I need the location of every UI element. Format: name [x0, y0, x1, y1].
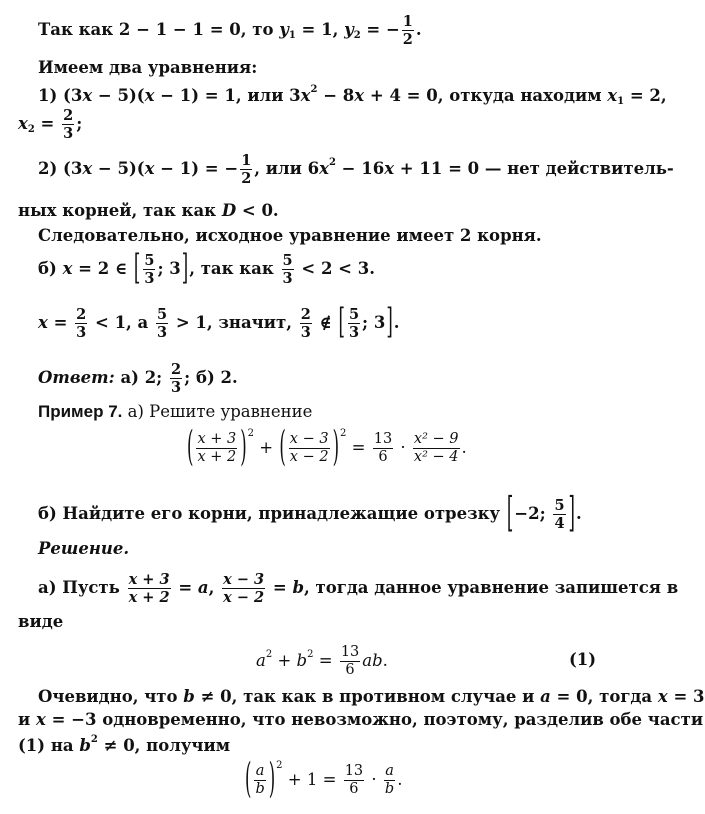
- text: − 8: [317, 86, 355, 105]
- fraction: $\frac{5}{4}$: [554, 497, 565, 533]
- example-heading: [38, 403, 312, 421]
- text: ,: [208, 578, 221, 598]
- fraction: $\frac{a}{b}$: [255, 763, 265, 798]
- line-8: [38, 248, 375, 289]
- left-paren: (: [245, 755, 252, 803]
- fraction: $\frac{5}{3}$: [282, 252, 293, 288]
- line-6: [18, 203, 279, 220]
- fraction: $\frac{13}{6}$: [373, 431, 393, 466]
- line-9: [38, 302, 400, 343]
- text: =: [313, 651, 338, 671]
- exponent: 2: [276, 760, 283, 772]
- fraction: $\frac{13}{6}$: [344, 763, 364, 798]
- var-d: D: [221, 201, 237, 220]
- text: ·: [366, 770, 382, 790]
- text: + 1 =: [282, 770, 342, 790]
- text: а) 2;: [114, 368, 169, 388]
- var-x: x: [62, 259, 73, 279]
- text: = −: [360, 20, 400, 40]
- text: ;: [76, 114, 83, 134]
- text: а) Пусть: [38, 578, 126, 598]
- fraction: $\frac{5}{3}$: [348, 306, 360, 342]
- var-x: x: [657, 687, 668, 706]
- var-b: b: [296, 651, 308, 671]
- text: ≠ 0, получим: [97, 736, 231, 755]
- equation-final: [244, 755, 403, 803]
- var-x: x: [144, 159, 155, 179]
- text: Имеем два уравнения:: [38, 58, 258, 77]
- text: = 0, тогда: [550, 687, 658, 706]
- answer-line: [38, 362, 238, 395]
- right-bracket: ]: [386, 302, 393, 343]
- text: , или 6: [254, 159, 320, 179]
- text: +: [272, 651, 297, 671]
- text: .: [575, 504, 582, 524]
- text: =: [34, 114, 61, 134]
- equation-1: [256, 645, 388, 678]
- line-15: [38, 572, 678, 605]
- text: .: [415, 20, 422, 40]
- fraction: $\frac{a}{b}$: [384, 763, 395, 798]
- line-20: [18, 735, 230, 755]
- text: =: [267, 578, 293, 598]
- text: ·: [395, 438, 411, 458]
- text: − 1) = −: [154, 159, 239, 179]
- text: .: [461, 438, 467, 458]
- text: + 11 = 0 — нет действитель-: [394, 159, 674, 179]
- line-19: [18, 712, 703, 729]
- var-x: x: [300, 86, 311, 105]
- text: Следовательно, исходное уравнение имеет 2 корня.: [38, 226, 542, 245]
- text: =: [47, 313, 74, 333]
- left-bracket: [: [506, 489, 514, 537]
- text: < 2 < 3.: [295, 259, 375, 279]
- var-ab: ab: [362, 651, 383, 671]
- line-16: [18, 614, 63, 631]
- text: − 5)(: [92, 159, 145, 179]
- text: < 0.: [236, 201, 279, 220]
- fraction: $\frac{2}{3}$: [63, 107, 74, 143]
- subscript: 2: [353, 30, 361, 42]
- right-paren: ): [332, 423, 340, 471]
- exponent: 2: [340, 428, 347, 440]
- text: а) Решите уравнение: [122, 402, 313, 421]
- text: ∉: [313, 313, 338, 333]
- text: − 5)(: [92, 86, 145, 105]
- text: − 16: [335, 159, 385, 179]
- var-a: a: [540, 687, 551, 706]
- var-b: b: [292, 578, 304, 598]
- var-x: x: [82, 86, 93, 105]
- text: −2;: [514, 504, 552, 524]
- equation-main: [186, 423, 467, 471]
- text: (1) на: [18, 736, 80, 755]
- exponent: 2: [307, 649, 314, 661]
- var-a: a: [197, 578, 209, 598]
- fraction: $\frac{5}{3}$: [144, 252, 155, 288]
- var-b: b: [183, 687, 195, 706]
- fraction: $\frac{x + 3}{x + 2}$: [197, 431, 237, 466]
- text: − 1) = 1, или 3: [154, 86, 301, 105]
- line-4: [18, 108, 82, 141]
- var-b: b: [79, 736, 91, 755]
- var-x: x: [35, 710, 46, 729]
- line-18: [38, 689, 705, 706]
- text: Решение.: [38, 539, 130, 558]
- exponent: 2: [310, 84, 318, 95]
- text: , так как: [189, 259, 280, 279]
- right-paren: ): [240, 423, 247, 471]
- fraction: $\frac{x - 3}{x - 2}$: [223, 571, 265, 607]
- text: = 2 ∈: [72, 259, 133, 279]
- var-x: x: [18, 114, 28, 134]
- var-x: x: [607, 86, 618, 105]
- text: .: [382, 651, 388, 671]
- exponent: 2: [247, 428, 255, 440]
- text: + 4 = 0, откуда находим: [364, 86, 608, 105]
- text: (1): [569, 650, 597, 669]
- text: ; 3: [362, 313, 386, 333]
- text: = 1,: [295, 20, 345, 40]
- subscript: 2: [27, 124, 35, 136]
- text: ных корней, так как: [18, 201, 222, 220]
- solution-label: [38, 541, 129, 558]
- fraction: $\frac{2}{3}$: [76, 306, 87, 342]
- subscript: 1: [617, 96, 625, 107]
- text: = 3: [667, 687, 705, 706]
- fraction: $\frac{\text{x² − 9}}{\text{x² − 4}}$: [413, 431, 459, 466]
- var-y: y: [279, 20, 289, 40]
- text: Так как 2 − 1 − 1 = 0, то: [38, 20, 280, 40]
- var-x: x: [354, 86, 365, 105]
- text: б): [38, 259, 63, 279]
- equation-number: [569, 652, 596, 669]
- text: .: [397, 770, 403, 790]
- right-bracket: ]: [568, 489, 575, 537]
- text: < 1, а: [89, 313, 154, 333]
- var-a: a: [256, 651, 266, 671]
- line-7: [38, 228, 542, 245]
- text: и: [18, 710, 36, 729]
- text: = 2,: [624, 86, 667, 105]
- line-2: [38, 60, 257, 77]
- example-label: Пример 7.: [38, 402, 123, 421]
- var-x: x: [82, 159, 93, 179]
- text: Очевидно, что: [38, 687, 184, 706]
- text: ≠ 0, так как в противном случае и: [194, 687, 541, 706]
- line-3: [38, 85, 667, 107]
- text: 1) (3: [38, 86, 83, 105]
- text: =: [346, 438, 371, 458]
- text: > 1, значит,: [170, 313, 298, 333]
- fraction: $\frac{13}{6}$: [340, 644, 360, 679]
- fraction: $\frac{2}{3}$: [171, 361, 182, 397]
- left-bracket: [: [133, 248, 141, 289]
- text: , тогда данное уравнение запишется в: [303, 578, 679, 598]
- fraction: $\frac{5}{3}$: [157, 306, 168, 342]
- exponent: 2: [90, 734, 98, 745]
- line-5: [38, 153, 674, 186]
- var-x: x: [319, 159, 329, 179]
- left-paren: (: [279, 423, 286, 471]
- line-13: [38, 489, 582, 537]
- fraction: $\frac{x - 3}{x - 2}$: [289, 431, 329, 466]
- left-bracket: [: [338, 302, 345, 343]
- subscript: 1: [288, 30, 296, 42]
- text: = −3 одновременно, что невозможно, поэтому, разделив обе части: [45, 710, 704, 729]
- fraction: $\frac{x + 3}{x + 2}$: [128, 571, 170, 607]
- text: =: [172, 578, 198, 598]
- text: б) Найдите его корни, принадлежащие отрезку: [38, 504, 506, 524]
- text: ; б) 2.: [184, 368, 238, 388]
- right-bracket: ]: [181, 248, 189, 289]
- fraction: $\frac{2}{3}$: [300, 306, 311, 342]
- answer-label: Ответ:: [38, 368, 115, 388]
- text: 2) (3: [38, 159, 83, 179]
- text: .: [393, 313, 400, 333]
- exponent: 2: [328, 157, 336, 169]
- var-x: x: [38, 313, 48, 333]
- text: +: [254, 438, 279, 458]
- var-y: y: [344, 20, 354, 40]
- fraction: $\frac{1}{2}$: [402, 13, 413, 49]
- fraction: $\frac{1}{2}$: [241, 152, 252, 188]
- text: виде: [18, 612, 64, 631]
- text: ; 3: [157, 259, 181, 279]
- line-1: [38, 14, 422, 47]
- var-x: x: [384, 159, 395, 179]
- right-paren: ): [268, 755, 276, 803]
- var-x: x: [144, 86, 155, 105]
- left-paren: (: [187, 423, 194, 471]
- exponent: 2: [265, 649, 273, 661]
